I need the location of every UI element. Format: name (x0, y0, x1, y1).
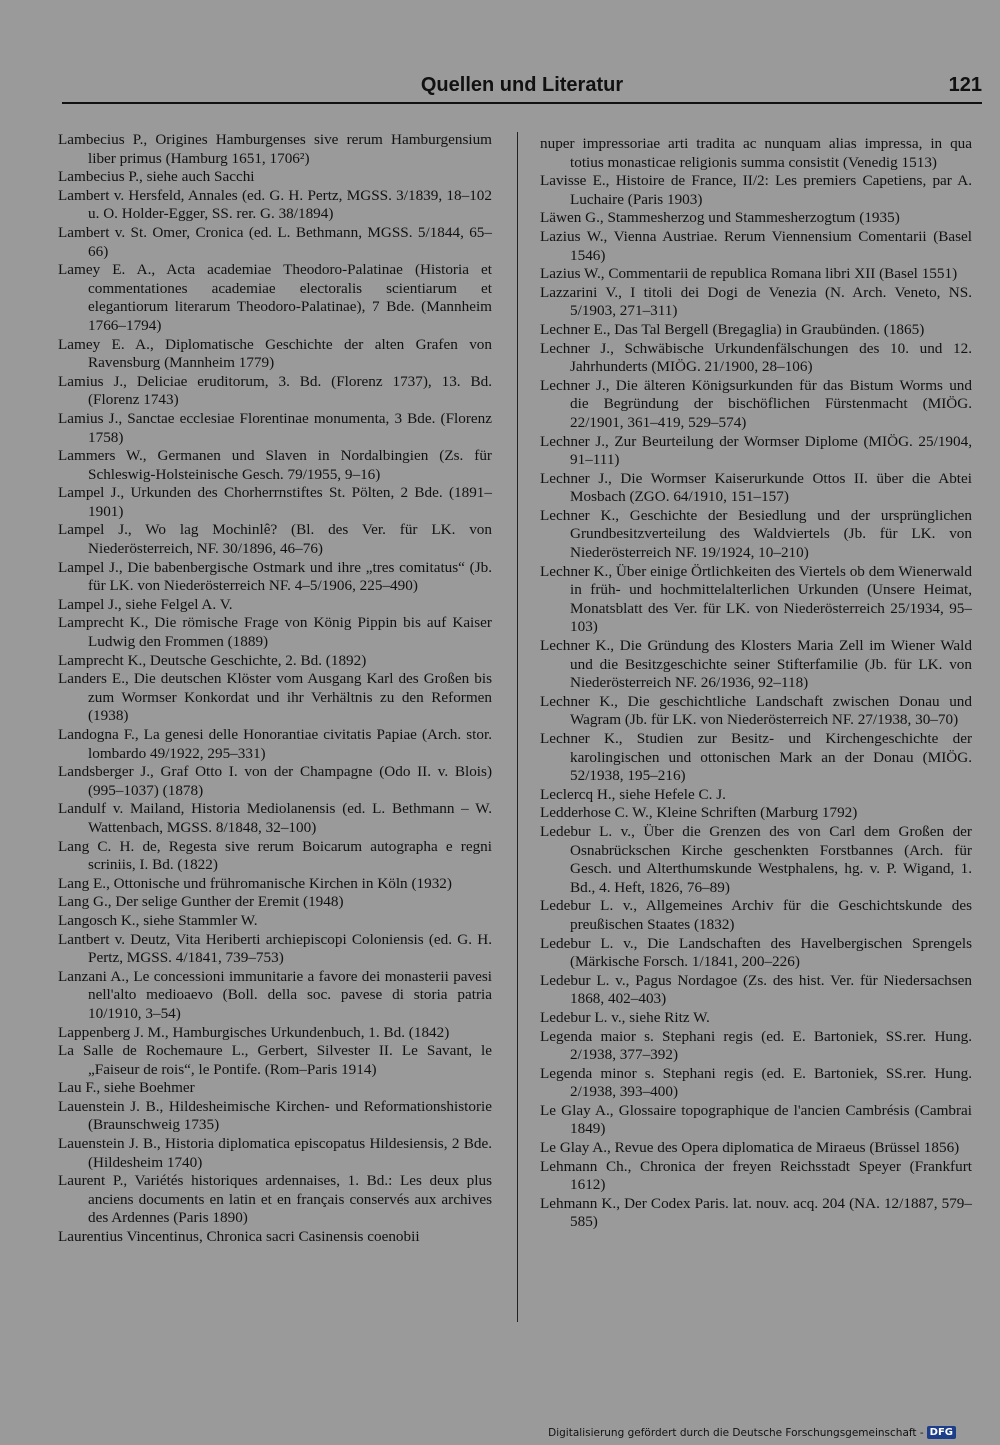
bibliography-entry: Lauenstein J. B., Hildesheimische Kirchen- und Reformationshistorie (Braunschweig 1735) (58, 1097, 492, 1134)
bibliography-entry: Lamius J., Deliciae eruditorum, 3. Bd. (Florenz 1737), 13. Bd. (Florenz 1743) (58, 372, 492, 409)
bibliography-entry: La Salle de Rochemaure L., Gerbert, Silvester II. Le Savant, le „Faiseur de rois“, le Pontife. (Rom–Paris 1914) (58, 1042, 492, 1078)
right-column (540, 135, 972, 1232)
bibliography-entry: Lau F., siehe Boehmer (58, 1079, 195, 1097)
bibliography-entry: Lappenberg J. M., Hamburgisches Urkundenbuch, 1. Bd. (1842) (58, 1023, 450, 1041)
bibliography-entry: Lazzarini V., I titoli dei Dogi de Venezia (N. Arch. Veneto, NS. 5/1903, 271–311) (540, 283, 972, 320)
bibliography-entry: Lechner K., Die Gründung des Klosters Maria Zell im Wiener Wald und die Besitzgeschichte seiner Stifterfamilie (Jb. für LK. von Niederösterreich NF. 26/1936, 92–118) (540, 637, 972, 692)
bibliography-entry: Lechner J., Zur Beurteilung der Wormser Diplome (MIÖG. 25/1904, 91–111) (540, 432, 972, 469)
footer (548, 1426, 956, 1439)
bibliography-entry: Lamey E. A., Acta academiae Theodoro-Palatinae (Historia et commentationes academiae electoralis scientiarum et elegantiorum literarum Theodoro-Palatinae), 7 Bde. (Mannheim 1766–1794) (58, 261, 492, 334)
bibliography-entry: Lambert v. Hersfeld, Annales (ed. G. H. Pertz, MGSS. 3/1839, 18–102 u. O. Holder-Egger, SS. rer. G. 38/1894) (58, 186, 492, 223)
bibliography-entry: Lechner K., Geschichte der Besiedlung und der ursprünglichen Grundbesitzverteilung des Waldviertels (Jb. für LK. von Niederösterreich NF. 19/1924, 10–210) (540, 506, 972, 562)
bibliography-entry: Lampel J., siehe Felgel A. V. (58, 595, 233, 613)
bibliography-entry: Leclercq H., siehe Hefele C. J. (540, 785, 726, 803)
bibliography-entry: Lamey E. A., Diplomatische Geschichte der alten Grafen von Ravensburg (Mannheim 1779) (58, 335, 492, 372)
bibliography-entry: Lamprecht K., Deutsche Geschichte, 2. Bd. (1892) (58, 651, 367, 669)
bibliography-entry: Lazius W., Commentarii de republica Romana libri XII (Basel 1551) (540, 265, 958, 283)
bibliography-entry: Ledebur L. v., siehe Ritz W. (540, 1008, 710, 1026)
bibliography-entry: Lamius J., Sanctae ecclesiae Florentinae monumenta, 3 Bde. (Florenz 1758) (58, 409, 492, 446)
bibliography-entry: Lammers W., Germanen und Slaven in Nordalbingien (Zs. für Schleswig-Holsteinische Gesch. 79/1955, 9–16) (58, 447, 492, 483)
bibliography-entry: Lambecius P., Origines Hamburgenses sive rerum Hamburgensium liber primus (Hamburg 1651, 1706²) (58, 131, 492, 167)
bibliography-entry: Lechner J., Die älteren Königsurkunden für das Bistum Worms und die Begründung der bischöflichen Fürstenmacht (MIÖG. 22/1901, 361–419, 529–574) (540, 376, 972, 431)
bibliography-entry: Lazius W., Vienna Austriae. Rerum Viennensium Comentarii (Basel 1546) (540, 227, 972, 264)
bibliography-entry: Landers E., Die deutschen Klöster vom Ausgang Karl des Großen bis zum Wormser Konkordat und ihr Verhältnis zu den Reformen (1938) (58, 670, 492, 725)
bibliography-entry: Landulf v. Mailand, Historia Mediolanensis (ed. L. Bethmann – W. Wattenbach, MGSS. 8/1848, 32–100) (58, 800, 492, 836)
bibliography-entry: Lechner J., Die Wormser Kaiserurkunde Ottos II. über die Abtei Mosbach (ZGO. 64/1910, 151–157) (540, 469, 972, 506)
left-column (58, 131, 492, 1247)
bibliography-entry: Lehmann Ch., Chronica der freyen Reichsstadt Speyer (Frankfurt 1612) (540, 1157, 972, 1194)
bibliography-entry: Landogna F., La genesi delle Honorantiae civitatis Papiae (Arch. stor. lombardo 49/1922, 295–331) (58, 726, 492, 762)
bibliography-entry: Lampel J., Urkunden des Chorherrnstiftes St. Pölten, 2 Bde. (1891–1901) (58, 484, 492, 520)
bibliography-entry: Lambert v. St. Omer, Cronica (ed. L. Bethmann, MGSS. 5/1844, 65–66) (58, 223, 492, 260)
bibliography-entry: Legenda maior s. Stephani regis (ed. E. Bartoniek, SS.rer. Hung. 2/1938, 377–392) (540, 1027, 972, 1064)
bibliography-entry: Le Glay A., Glossaire topographique de l'ancien Cambrésis (Cambrai 1849) (540, 1101, 972, 1138)
bibliography-entry: Legenda minor s. Stephani regis (ed. E. Bartoniek, SS.rer. Hung. 2/1938, 393–400) (540, 1064, 972, 1101)
bibliography-entry: Lechner E., Das Tal Bergell (Bregaglia) in Graubünden. (1865) (540, 320, 925, 338)
running-title: Quellen und Literatur (420, 74, 624, 96)
bibliography-entry: Lamprecht K., Die römische Frage von König Pippin bis auf Kaiser Ludwig den Frommen (1889) (58, 614, 492, 651)
bibliography-entry: Lantbert v. Deutz, Vita Heriberti archiepiscopi Coloniensis (ed. G. H. Pertz, MGSS. 4/1841, 739–753) (58, 930, 492, 967)
bibliography-entry: Lehmann K., Der Codex Paris. lat. nouv. acq. 204 (NA. 12/1887, 579–585) (540, 1194, 972, 1231)
bibliography-entry: Lang C. H. de, Regesta sive rerum Boicarum autographa e regni scriniis, I. Bd. (1822) (58, 837, 492, 874)
bibliography-entry: Lanzani A., Le concessioni immunitarie a favore dei monasterii pavesi nell'alto medioaevo (Boll. della soc. pavese di storia patria 10/1910, 3–54) (58, 967, 492, 1022)
bibliography-entry: Lauenstein J. B., Historia diplomatica episcopatus Hildesiensis, 2 Bde. (Hildesheim 1740) (58, 1135, 492, 1171)
bibliography-entry: Lechner K., Die geschichtliche Landschaft zwischen Donau und Wagram (Jb. für LK. von Niederösterreich NF. 27/1938, 30–70) (540, 692, 972, 729)
bibliography-entry: Ledebur L. v., Pagus Nordagoe (Zs. des hist. Ver. für Niedersachsen 1868, 402–403) (540, 971, 972, 1008)
bibliography-entry: Laurent P., Variétés historiques ardennaises, 1. Bd.: Les deux plus anciens documents en latin et en français conservés aux archives des Ardennes (Paris 1890) (58, 1172, 492, 1227)
bibliography-entry: Lang E., Ottonische und frühromanische Kirchen in Köln (1932) (58, 874, 452, 892)
page-header (62, 74, 982, 102)
footer-text: Digitalisierung gefördert durch die Deutsche Forschungsgemeinschaft - (548, 1426, 924, 1439)
bibliography-entry: Langosch K., siehe Stammler W. (58, 911, 258, 929)
bibliography-entry: Lambecius P., siehe auch Sacchi (58, 168, 255, 186)
bibliography-entry: Lang G., Der selige Gunther der Eremit (1948) (58, 893, 344, 911)
bibliography-entry: nuper impressoriae arti tradita ac nunquam alias impressa, in qua totius monasticae religionis summa consistit (Venedig 1513) (540, 135, 972, 171)
bibliography-entry: Lechner K., Über einige Örtlichkeiten des Viertels ob dem Wienerwald in früh- und hochmittelalterlichen Urkunden (Unsere Heimat, Monatsblatt des Ver. für LK. von Niederösterreich 25/1934, 95–103) (540, 562, 972, 636)
column-divider (517, 132, 518, 1322)
bibliography-entry: Lampel J., Wo lag Mochinlê? (Bl. des Ver. für LK. von Niederösterreich, NF. 30/1896, 46–76) (58, 521, 492, 558)
bibliography-entry: Läwen G., Stammesherzog und Stammesherzogtum (1935) (540, 209, 900, 227)
bibliography-entry: Ledebur L. v., Über die Grenzen des von Carl dem Großen der Osnabrückschen Kirche geschenkten Forstbannes (Arch. für Gesch. und Alterthumskunde Westphalens, hg. v. P. Wigand, 1. Bd., 4. Heft, 1826, 76–89) (540, 822, 972, 896)
bibliography-entry: Laurentius Vincentinus, Chronica sacri Casinensis coenobii (58, 1228, 420, 1246)
bibliography-entry: Landsberger J., Graf Otto I. von der Champagne (Odo II. v. Blois) (995–1037) (1878) (58, 763, 492, 799)
bibliography-entry: Le Glay A., Revue des Opera diplomatica de Miraeus (Brüssel 1856) (540, 1139, 960, 1157)
bibliography-entry: Lechner K., Studien zur Besitz- und Kirchengeschichte der karolingischen und ottonischen Mark an der Donau (MIÖG. 52/1938, 195–216) (540, 730, 972, 785)
page-number: 121 (948, 74, 982, 96)
bibliography-entry: Ledderhose C. W., Kleine Schriften (Marburg 1792) (540, 804, 858, 822)
dfg-logo: DFG (927, 1426, 956, 1439)
bibliography-entry: Ledebur L. v., Die Landschaften des Havelbergischen Sprengels (Märkische Forsch. 1/1841, 200–226) (540, 934, 972, 971)
header-rule (62, 102, 982, 104)
bibliography-entry: Lechner J., Schwäbische Urkundenfälschungen des 10. und 12. Jahrhunderts (MIÖG. 21/1900, 28–106) (540, 339, 972, 376)
bibliography-entry: Lavisse E., Histoire de France, II/2: Les premiers Capetiens, par A. Luchaire (Paris 1903) (540, 172, 972, 208)
bibliography-entry: Ledebur L. v., Allgemeines Archiv für die Geschichtskunde des preußischen Staates (1832) (540, 897, 972, 933)
bibliography-entry: Lampel J., Die babenbergische Ostmark und ihre „tres comitatus“ (Jb. für LK. von Niederösterreich NF. 4–5/1906, 225–490) (58, 558, 492, 595)
